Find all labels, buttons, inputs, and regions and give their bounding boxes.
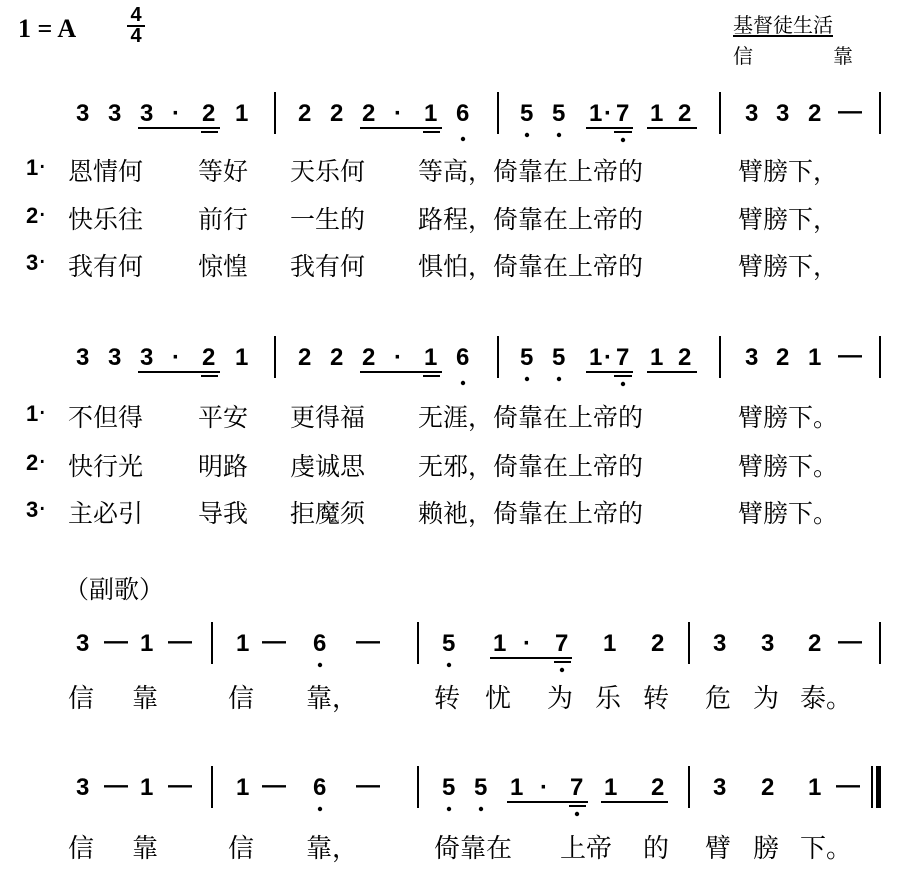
dot: · xyxy=(172,344,180,371)
dash: — xyxy=(356,772,380,799)
note: 1 xyxy=(589,100,603,127)
lyric-char: 靠 xyxy=(132,684,159,714)
note: 1 xyxy=(424,100,438,127)
lyric-group: 快乐往 xyxy=(68,205,144,234)
time-signature-bottom: 4 xyxy=(130,25,142,47)
dash: — xyxy=(838,342,862,369)
lyric-group: 主必引 xyxy=(68,499,144,528)
dot: · xyxy=(523,630,531,657)
verse-dot: · xyxy=(38,398,47,427)
note: 7 xyxy=(616,344,630,371)
octave-dot xyxy=(447,663,451,667)
octave-dot xyxy=(318,663,322,667)
lyric-group: 路程，倚靠在上帝的 xyxy=(418,205,644,234)
dot: · xyxy=(604,100,612,127)
note: 3 xyxy=(745,344,759,371)
verse-dot: · xyxy=(38,152,47,181)
note: 2 xyxy=(298,344,312,371)
note: 1 xyxy=(650,344,664,371)
note: 1 xyxy=(236,774,250,801)
note: 5 xyxy=(520,100,534,127)
note: 3 xyxy=(776,100,790,127)
note: 1 xyxy=(650,100,664,127)
note: 5 xyxy=(520,344,534,371)
note: 7 xyxy=(555,630,569,657)
verse-number: 2 xyxy=(26,450,39,475)
lyric-char: 信 xyxy=(68,834,95,864)
time-signature-top: 4 xyxy=(130,4,142,26)
dot: · xyxy=(540,774,548,801)
lyric-char: 靠 xyxy=(132,834,159,864)
lyric-char: 为 xyxy=(547,684,574,714)
note: 6 xyxy=(313,774,327,801)
note: 2 xyxy=(651,630,665,657)
lyric-group: 不但得 xyxy=(68,403,144,432)
note: 2 xyxy=(362,344,376,371)
dot: · xyxy=(394,100,402,127)
note: 5 xyxy=(474,774,488,801)
note: 1 xyxy=(589,344,603,371)
lyric-char: 臂 xyxy=(705,834,732,864)
lyric-group: 臂膀下。 xyxy=(738,499,839,528)
note: 3 xyxy=(76,630,90,657)
lyric-group: 惧怕，倚靠在上帝的 xyxy=(418,252,644,281)
dot: · xyxy=(172,100,180,127)
note: 3 xyxy=(140,344,154,371)
octave-dot xyxy=(525,133,529,137)
lyric-group: 无涯，倚靠在上帝的 xyxy=(418,403,644,432)
verse-dot: · xyxy=(38,447,47,476)
dash: — xyxy=(168,772,192,799)
lyric-group: 臂膀下， xyxy=(738,205,839,234)
note: 1 xyxy=(510,774,524,801)
lyric-group: 臂膀下。 xyxy=(738,452,839,481)
note: 3 xyxy=(713,630,727,657)
note: 2 xyxy=(678,100,692,127)
note: 7 xyxy=(570,774,584,801)
lyric-char: 靠， xyxy=(306,834,359,864)
dash: — xyxy=(168,628,192,655)
lyric-char: 为 xyxy=(753,684,780,714)
note: 1 xyxy=(808,344,822,371)
lyric-char: 靠， xyxy=(306,684,359,714)
octave-dot xyxy=(461,381,465,385)
dot: · xyxy=(394,344,402,371)
octave-dot xyxy=(479,807,483,811)
lyric-group: 上帝 xyxy=(560,834,613,864)
octave-dot xyxy=(557,377,561,381)
key-signature: 1 = A xyxy=(18,14,77,43)
lyric-group: 等高，倚靠在上帝的 xyxy=(418,157,644,186)
lyric-group: 倚靠在 xyxy=(434,834,513,864)
note: 5 xyxy=(442,630,456,657)
verse-dot: · xyxy=(38,200,47,229)
note: 1 xyxy=(140,774,154,801)
verse-number: 3 xyxy=(26,497,39,522)
octave-dot xyxy=(461,137,465,141)
lyric-group: 恩情何 xyxy=(68,157,144,186)
note: 3 xyxy=(140,100,154,127)
dash: — xyxy=(262,628,286,655)
note: 2 xyxy=(202,344,216,371)
dash: — xyxy=(838,98,862,125)
lyric-group: 前行 xyxy=(198,205,249,234)
octave-dot xyxy=(621,382,625,386)
lyric-group: 无邪，倚靠在上帝的 xyxy=(418,452,644,481)
octave-dot xyxy=(318,807,322,811)
octave-dot xyxy=(525,377,529,381)
note: 2 xyxy=(362,100,376,127)
note: 2 xyxy=(808,100,822,127)
note: 3 xyxy=(76,100,90,127)
lyric-group: 拒魔须 xyxy=(290,499,366,528)
lyric-group: 虔诚思 xyxy=(290,452,366,481)
lyric-group: 天乐何 xyxy=(290,157,366,186)
note: 2 xyxy=(202,100,216,127)
note: 2 xyxy=(330,100,344,127)
lyric-group: 我有何 xyxy=(68,252,144,281)
lyric-char: 的 xyxy=(643,834,670,864)
lyric-char: 信 xyxy=(228,834,255,864)
lyric-char: 泰。 xyxy=(800,684,853,714)
lyric-group: 平安 xyxy=(198,403,249,432)
note: 1 xyxy=(235,100,249,127)
octave-dot xyxy=(560,668,564,672)
note: 6 xyxy=(456,344,470,371)
octave-dot xyxy=(621,138,625,142)
lyric-group: 明路 xyxy=(198,452,249,481)
dash: — xyxy=(836,772,860,799)
note: 3 xyxy=(76,774,90,801)
verse-dot: · xyxy=(38,247,47,276)
lyric-group: 快行光 xyxy=(68,452,144,481)
note: 1 xyxy=(493,630,507,657)
lyric-char: 忧 xyxy=(485,684,512,714)
note: 3 xyxy=(745,100,759,127)
note: 1 xyxy=(235,344,249,371)
note: 3 xyxy=(108,100,122,127)
note: 2 xyxy=(776,344,790,371)
note: 5 xyxy=(442,774,456,801)
lyric-char: 信 xyxy=(228,684,255,714)
verse-number: 2 xyxy=(26,203,39,228)
lyric-group: 惊惶 xyxy=(198,252,249,281)
note: 1 xyxy=(808,774,822,801)
lyric-group: 臂膀下， xyxy=(738,157,839,186)
note: 1 xyxy=(424,344,438,371)
verse-dot: · xyxy=(38,494,47,523)
note: 6 xyxy=(456,100,470,127)
dot: · xyxy=(604,344,612,371)
dash: — xyxy=(356,628,380,655)
final-barline-thick xyxy=(876,766,881,808)
dash: — xyxy=(838,628,862,655)
note: 3 xyxy=(108,344,122,371)
verse-number: 1 xyxy=(26,155,39,180)
dash: — xyxy=(104,772,128,799)
note: 1 xyxy=(236,630,250,657)
octave-dot xyxy=(557,133,561,137)
lyric-group: 更得福 xyxy=(290,403,366,432)
lyric-group: 一生的 xyxy=(290,205,366,234)
verse-number: 3 xyxy=(26,250,39,275)
octave-dot xyxy=(575,812,579,816)
lyric-group: 我有何 xyxy=(290,252,366,281)
lyric-char: 下。 xyxy=(800,834,853,864)
lyric-char: 危 xyxy=(705,684,732,714)
note: 3 xyxy=(761,630,775,657)
lyric-char: 信 xyxy=(68,684,95,714)
lyric-group: 导我 xyxy=(198,499,249,528)
note: 2 xyxy=(298,100,312,127)
title-char: 信 xyxy=(733,44,753,68)
lyric-char: 膀 xyxy=(753,834,780,864)
note: 3 xyxy=(713,774,727,801)
lyric-char: 乐 xyxy=(595,684,622,714)
note: 6 xyxy=(313,630,327,657)
note: 2 xyxy=(761,774,775,801)
note: 2 xyxy=(678,344,692,371)
dash: — xyxy=(104,628,128,655)
note: 5 xyxy=(552,100,566,127)
note: 2 xyxy=(808,630,822,657)
source-text: 基督徒生活 xyxy=(733,13,833,37)
octave-dot xyxy=(447,807,451,811)
note: 2 xyxy=(330,344,344,371)
dash: — xyxy=(262,772,286,799)
verse-number: 1 xyxy=(26,401,39,426)
chorus-label: （副歌） xyxy=(64,575,165,604)
note: 1 xyxy=(603,630,617,657)
note: 1 xyxy=(604,774,618,801)
note: 7 xyxy=(616,100,630,127)
note: 2 xyxy=(651,774,665,801)
lyric-group: 臂膀下， xyxy=(738,252,839,281)
note: 5 xyxy=(552,344,566,371)
title-char: 靠 xyxy=(833,44,853,68)
lyric-char: 转 xyxy=(434,684,461,714)
lyric-group: 等好 xyxy=(198,157,249,186)
lyric-char: 转 xyxy=(643,684,670,714)
lyric-group: 臂膀下。 xyxy=(738,403,839,432)
note: 1 xyxy=(140,630,154,657)
lyric-group: 赖祂，倚靠在上帝的 xyxy=(418,499,644,528)
note: 3 xyxy=(76,344,90,371)
